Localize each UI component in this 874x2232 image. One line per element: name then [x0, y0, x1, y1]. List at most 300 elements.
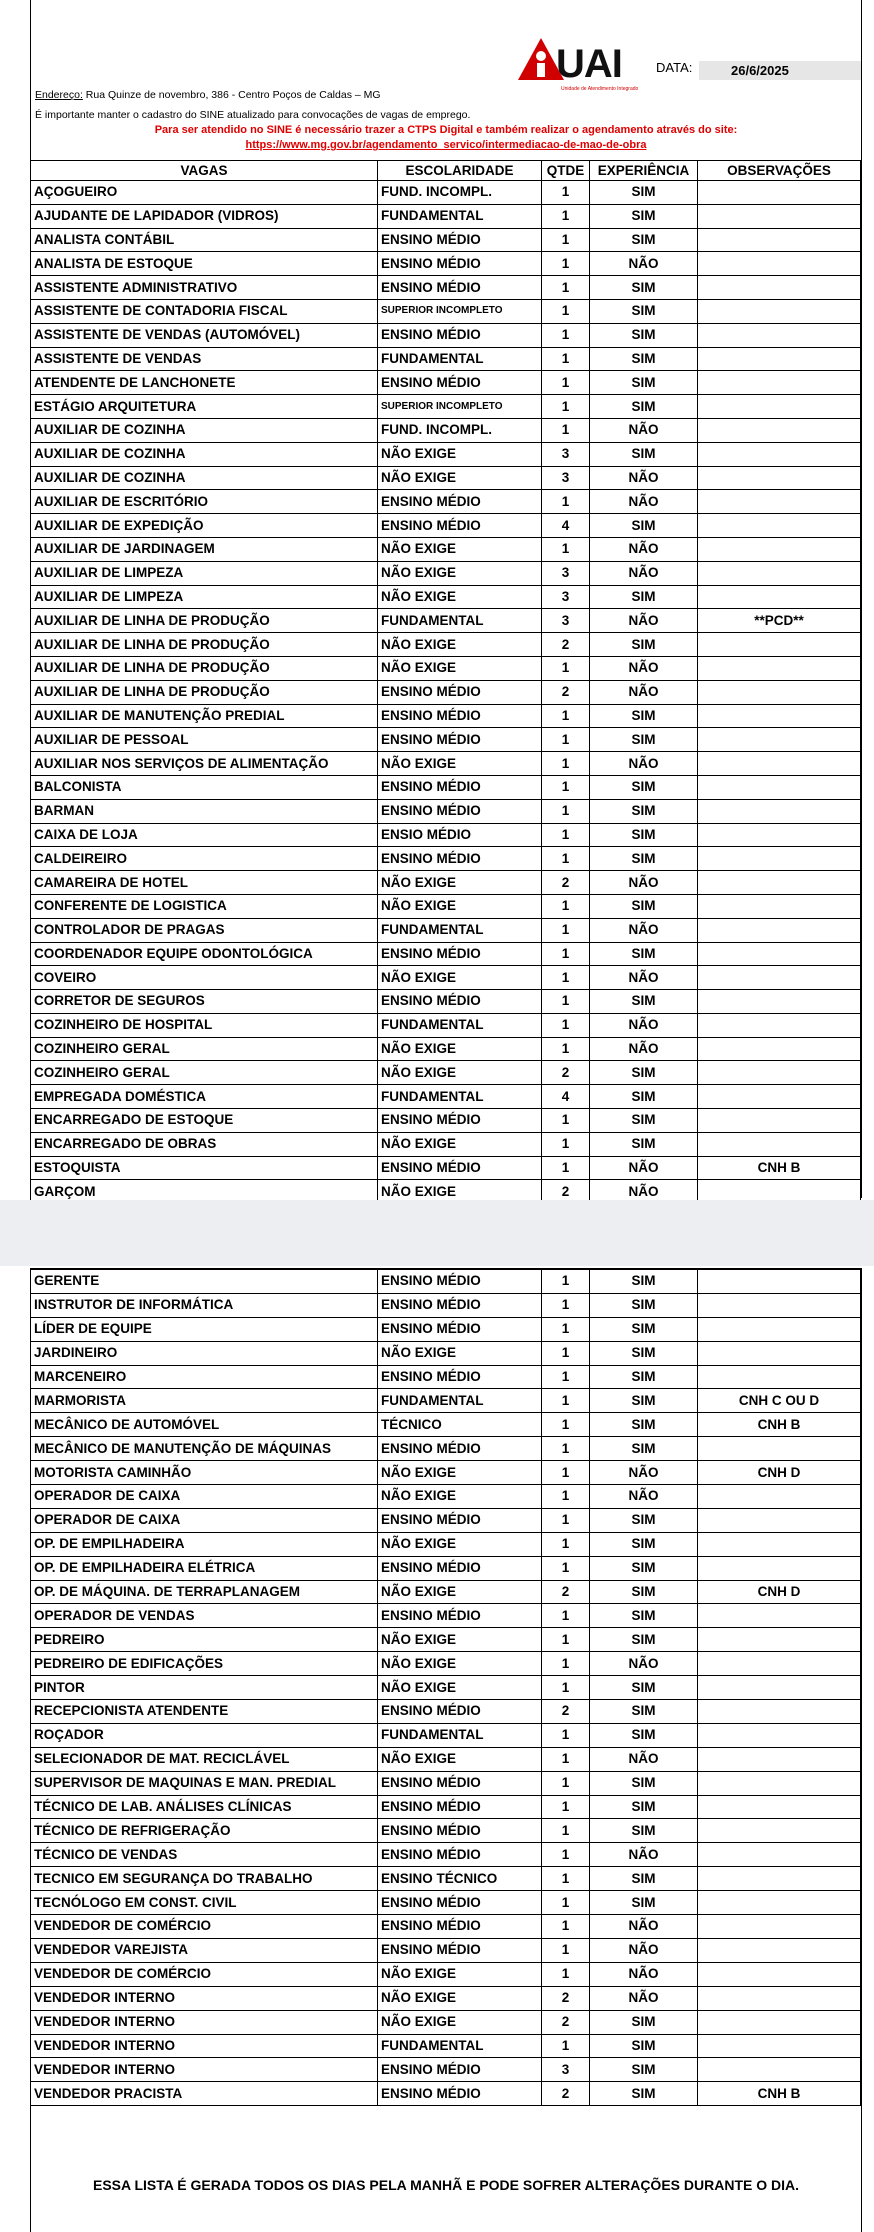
cell-experiencia: SIM: [590, 371, 698, 395]
cell-observacoes: [698, 1109, 861, 1133]
table-row: [31, 1413, 861, 1437]
cell-experiencia: NÃO: [590, 966, 698, 990]
cell-experiencia: SIM: [590, 2058, 698, 2082]
table-row: [31, 1915, 861, 1939]
cell-qtde: 1: [542, 775, 590, 799]
cell-vaga: AÇOGUEIRO: [31, 181, 378, 205]
table-row: [31, 395, 861, 419]
cell-escolaridade: ENSINO MÉDIO: [378, 775, 542, 799]
cell-experiencia: SIM: [590, 1132, 698, 1156]
cell-vaga: ROÇADOR: [31, 1723, 378, 1747]
cell-qtde: 1: [542, 1676, 590, 1700]
cell-observacoes: [698, 181, 861, 205]
page-separator: [0, 1200, 874, 1266]
cell-escolaridade: ENSINO MÉDIO: [378, 1771, 542, 1795]
cell-experiencia: NÃO: [590, 680, 698, 704]
cell-qtde: 1: [542, 395, 590, 419]
cell-escolaridade: NÃO EXIGE: [378, 442, 542, 466]
table-row: [31, 1771, 861, 1795]
cell-qtde: 2: [542, 1986, 590, 2010]
cell-observacoes: [698, 252, 861, 276]
table-row: [31, 942, 861, 966]
cell-observacoes: CNH B: [698, 2082, 861, 2106]
cell-vaga: CAIXA DE LOJA: [31, 823, 378, 847]
table-row: [31, 656, 861, 680]
table-row: [31, 2010, 861, 2034]
cell-observacoes: [698, 1132, 861, 1156]
cell-observacoes: [698, 1867, 861, 1891]
cell-vaga: ENCARREGADO DE ESTOQUE: [31, 1109, 378, 1133]
cell-qtde: 1: [542, 1938, 590, 1962]
cell-observacoes: [698, 871, 861, 895]
cell-observacoes: [698, 1771, 861, 1795]
cell-vaga: BARMAN: [31, 799, 378, 823]
cell-vaga: AUXILIAR DE ESCRITÓRIO: [31, 490, 378, 514]
cell-vaga: VENDEDOR PRACISTA: [31, 2082, 378, 2106]
cell-escolaridade: NÃO EXIGE: [378, 1180, 542, 1204]
cell-experiencia: NÃO: [590, 752, 698, 776]
cell-experiencia: NÃO: [590, 561, 698, 585]
table-row: [31, 775, 861, 799]
cell-observacoes: [698, 1013, 861, 1037]
cell-vaga: TECNICO EM SEGURANÇA DO TRABALHO: [31, 1867, 378, 1891]
cell-observacoes: [698, 1365, 861, 1389]
cell-observacoes: [698, 371, 861, 395]
table-row: [31, 1747, 861, 1771]
cell-escolaridade: ENSINO MÉDIO: [378, 1508, 542, 1532]
cell-qtde: 2: [542, 871, 590, 895]
vagas-table-page-1: [30, 160, 861, 1204]
col-header-experiencia: EXPERIÊNCIA: [590, 161, 698, 181]
cell-escolaridade: FUNDAMENTAL: [378, 204, 542, 228]
cell-observacoes: [698, 490, 861, 514]
cell-vaga: VENDEDOR INTERNO: [31, 2034, 378, 2058]
cell-escolaridade: ENSINO MÉDIO: [378, 1365, 542, 1389]
cell-escolaridade: FUNDAMENTAL: [378, 918, 542, 942]
cell-experiencia: SIM: [590, 1109, 698, 1133]
cell-observacoes: [698, 1604, 861, 1628]
cell-vaga: ASSISTENTE DE CONTADORIA FISCAL: [31, 299, 378, 323]
cell-experiencia: SIM: [590, 1317, 698, 1341]
cell-experiencia: NÃO: [590, 1037, 698, 1061]
cell-qtde: 1: [542, 1341, 590, 1365]
table-row: [31, 966, 861, 990]
cell-experiencia: SIM: [590, 1437, 698, 1461]
cell-escolaridade: ENSINO MÉDIO: [378, 990, 542, 1014]
cell-experiencia: NÃO: [590, 656, 698, 680]
cell-vaga: AUXILIAR DE LINHA DE PRODUÇÃO: [31, 609, 378, 633]
cell-qtde: 1: [542, 1795, 590, 1819]
cell-vaga: COZINHEIRO DE HOSPITAL: [31, 1013, 378, 1037]
cell-experiencia: SIM: [590, 1819, 698, 1843]
cell-observacoes: [698, 799, 861, 823]
cell-observacoes: [698, 847, 861, 871]
cell-experiencia: SIM: [590, 1061, 698, 1085]
cell-observacoes: CNH D: [698, 1580, 861, 1604]
cell-vaga: JARDINEIRO: [31, 1341, 378, 1365]
cell-escolaridade: NÃO EXIGE: [378, 1061, 542, 1085]
table-row: [31, 1485, 861, 1509]
cell-escolaridade: NÃO EXIGE: [378, 1485, 542, 1509]
cell-vaga: CONTROLADOR DE PRAGAS: [31, 918, 378, 942]
cell-observacoes: [698, 1085, 861, 1109]
cell-escolaridade: ENSINO MÉDIO: [378, 1270, 542, 1294]
cell-experiencia: SIM: [590, 1795, 698, 1819]
cell-observacoes: [698, 728, 861, 752]
cell-experiencia: SIM: [590, 514, 698, 538]
table-row: [31, 2034, 861, 2058]
cell-qtde: 3: [542, 466, 590, 490]
table-row: [31, 537, 861, 561]
table-row: [31, 1293, 861, 1317]
cell-escolaridade: ENSINO MÉDIO: [378, 1556, 542, 1580]
cell-escolaridade: NÃO EXIGE: [378, 1652, 542, 1676]
cell-escolaridade: NÃO EXIGE: [378, 537, 542, 561]
logo-text: UAI: [556, 42, 622, 86]
cell-observacoes: [698, 680, 861, 704]
cell-vaga: VENDEDOR DE COMÉRCIO: [31, 1962, 378, 1986]
cell-observacoes: [698, 752, 861, 776]
agendamento-link[interactable]: https://www.mg.gov.br/agendamento_servico/intermediacao-de-mao-de-obra: [245, 139, 647, 151]
cell-escolaridade: ENSINO MÉDIO: [378, 942, 542, 966]
cell-observacoes: [698, 656, 861, 680]
cell-qtde: 1: [542, 799, 590, 823]
cell-qtde: 4: [542, 514, 590, 538]
cell-escolaridade: ENSINO MÉDIO: [378, 1437, 542, 1461]
cell-experiencia: NÃO: [590, 1485, 698, 1509]
table-row: [31, 1819, 861, 1843]
cell-escolaridade: NÃO EXIGE: [378, 2010, 542, 2034]
cell-qtde: 1: [542, 1771, 590, 1795]
cell-escolaridade: NÃO EXIGE: [378, 466, 542, 490]
cell-experiencia: SIM: [590, 633, 698, 657]
cell-vaga: AUXILIAR DE PESSOAL: [31, 728, 378, 752]
table-row: [31, 609, 861, 633]
cell-escolaridade: TÉCNICO: [378, 1413, 542, 1437]
cell-observacoes: [698, 323, 861, 347]
cell-qtde: 1: [542, 1109, 590, 1133]
cell-vaga: AUXILIAR DE COZINHA: [31, 466, 378, 490]
cell-experiencia: SIM: [590, 181, 698, 205]
cell-qtde: 1: [542, 1915, 590, 1939]
cell-vaga: VENDEDOR INTERNO: [31, 1986, 378, 2010]
table-row: [31, 1508, 861, 1532]
cell-vaga: ANALISTA DE ESTOQUE: [31, 252, 378, 276]
table-row: [31, 1723, 861, 1747]
cell-experiencia: SIM: [590, 1771, 698, 1795]
cell-qtde: 1: [542, 1037, 590, 1061]
table-row: [31, 728, 861, 752]
uai-logo: [516, 36, 656, 94]
cell-vaga: ASSISTENTE DE VENDAS (AUTOMÓVEL): [31, 323, 378, 347]
cell-escolaridade: ENSINO MÉDIO: [378, 1915, 542, 1939]
cell-escolaridade: NÃO EXIGE: [378, 871, 542, 895]
table-header-row: [31, 161, 861, 181]
cell-qtde: 2: [542, 633, 590, 657]
cell-observacoes: [698, 1938, 861, 1962]
cell-qtde: 1: [542, 181, 590, 205]
cell-qtde: 3: [542, 561, 590, 585]
cell-qtde: 3: [542, 609, 590, 633]
cell-vaga: PEDREIRO: [31, 1628, 378, 1652]
cell-experiencia: SIM: [590, 1867, 698, 1891]
cell-experiencia: SIM: [590, 728, 698, 752]
cell-experiencia: SIM: [590, 2034, 698, 2058]
cell-experiencia: NÃO: [590, 466, 698, 490]
cell-qtde: 1: [542, 990, 590, 1014]
table-row: [31, 2082, 861, 2106]
cell-qtde: 1: [542, 347, 590, 371]
cell-vaga: OP. DE EMPILHADEIRA ELÉTRICA: [31, 1556, 378, 1580]
cell-experiencia: NÃO: [590, 918, 698, 942]
cell-escolaridade: NÃO EXIGE: [378, 633, 542, 657]
cell-vaga: MECÂNICO DE MANUTENÇÃO DE MÁQUINAS: [31, 1437, 378, 1461]
cell-escolaridade: ENSINO MÉDIO: [378, 514, 542, 538]
cell-qtde: 2: [542, 2082, 590, 2106]
cell-escolaridade: ENSINO MÉDIO: [378, 1604, 542, 1628]
cell-escolaridade: ENSINO MÉDIO: [378, 323, 542, 347]
cell-escolaridade: FUND. INCOMPL.: [378, 418, 542, 442]
cell-experiencia: NÃO: [590, 418, 698, 442]
cell-observacoes: [698, 514, 861, 538]
table-row: [31, 752, 861, 776]
cell-vaga: PEDREIRO DE EDIFICAÇÕES: [31, 1652, 378, 1676]
cell-experiencia: SIM: [590, 1580, 698, 1604]
cell-vaga: CALDEIREIRO: [31, 847, 378, 871]
table-row: [31, 871, 861, 895]
cell-escolaridade: ENSINO MÉDIO: [378, 276, 542, 300]
cell-vaga: OPERADOR DE CAIXA: [31, 1508, 378, 1532]
address-label: Endereço:: [35, 89, 83, 101]
cell-qtde: 1: [542, 276, 590, 300]
cell-experiencia: SIM: [590, 942, 698, 966]
cell-vaga: ANALISTA CONTÁBIL: [31, 228, 378, 252]
cell-experiencia: SIM: [590, 823, 698, 847]
cell-escolaridade: NÃO EXIGE: [378, 1532, 542, 1556]
table-row: [31, 1700, 861, 1724]
cell-vaga: ESTÁGIO ARQUITETURA: [31, 395, 378, 419]
cell-escolaridade: NÃO EXIGE: [378, 1747, 542, 1771]
cell-vaga: TÉCNICO DE REFRIGERAÇÃO: [31, 1819, 378, 1843]
cell-qtde: 1: [542, 490, 590, 514]
cell-vaga: SELECIONADOR DE MAT. RECICLÁVEL: [31, 1747, 378, 1771]
cell-experiencia: SIM: [590, 1270, 698, 1294]
cell-escolaridade: NÃO EXIGE: [378, 1628, 542, 1652]
cell-experiencia: NÃO: [590, 871, 698, 895]
logo-subtext: Unidade de Atendimento Integrado: [561, 86, 639, 92]
cell-vaga: TÉCNICO DE VENDAS: [31, 1843, 378, 1867]
cell-experiencia: SIM: [590, 2082, 698, 2106]
cell-qtde: 1: [542, 704, 590, 728]
cell-qtde: 1: [542, 656, 590, 680]
cell-vaga: AUXILIAR DE LINHA DE PRODUÇÃO: [31, 680, 378, 704]
cell-observacoes: [698, 1723, 861, 1747]
cell-observacoes: [698, 1317, 861, 1341]
cell-escolaridade: NÃO EXIGE: [378, 752, 542, 776]
cell-escolaridade: ENSINO MÉDIO: [378, 1795, 542, 1819]
cell-qtde: 2: [542, 1580, 590, 1604]
table-row: [31, 1556, 861, 1580]
table-row: [31, 799, 861, 823]
cell-vaga: ASSISTENTE DE VENDAS: [31, 347, 378, 371]
cell-observacoes: [698, 2034, 861, 2058]
cell-observacoes: [698, 823, 861, 847]
cell-qtde: 1: [542, 1293, 590, 1317]
cell-vaga: COORDENADOR EQUIPE ODONTOLÓGICA: [31, 942, 378, 966]
cell-qtde: 1: [542, 1317, 590, 1341]
cell-vaga: ENCARREGADO DE OBRAS: [31, 1132, 378, 1156]
table-row: [31, 1628, 861, 1652]
cell-observacoes: [698, 633, 861, 657]
cell-observacoes: CNH C OU D: [698, 1389, 861, 1413]
cell-escolaridade: ENSINO MÉDIO: [378, 1293, 542, 1317]
table-row: [31, 2058, 861, 2082]
cell-escolaridade: FUND. INCOMPL.: [378, 181, 542, 205]
cell-qtde: 1: [542, 966, 590, 990]
cell-observacoes: CNH D: [698, 1461, 861, 1485]
table-row: [31, 347, 861, 371]
cell-observacoes: [698, 704, 861, 728]
cell-escolaridade: NÃO EXIGE: [378, 1580, 542, 1604]
cell-vaga: SUPERVISOR DE MAQUINAS E MAN. PREDIAL: [31, 1771, 378, 1795]
table-row: [31, 1085, 861, 1109]
cell-vaga: VENDEDOR INTERNO: [31, 2010, 378, 2034]
cell-observacoes: [698, 1652, 861, 1676]
table-row: [31, 323, 861, 347]
cell-observacoes: [698, 395, 861, 419]
cell-vaga: AUXILIAR NOS SERVIÇOS DE ALIMENTAÇÃO: [31, 752, 378, 776]
cell-observacoes: [698, 466, 861, 490]
cell-qtde: 1: [542, 1652, 590, 1676]
cell-qtde: 1: [542, 1270, 590, 1294]
cell-vaga: AUXILIAR DE EXPEDIÇÃO: [31, 514, 378, 538]
cell-escolaridade: ENSINO MÉDIO: [378, 490, 542, 514]
table-row: [31, 466, 861, 490]
cell-experiencia: SIM: [590, 1413, 698, 1437]
cell-qtde: 1: [542, 1532, 590, 1556]
cell-experiencia: SIM: [590, 847, 698, 871]
cell-escolaridade: FUNDAMENTAL: [378, 609, 542, 633]
table-row: [31, 1270, 861, 1294]
cell-qtde: 1: [542, 418, 590, 442]
cell-vaga: LÍDER DE EQUIPE: [31, 1317, 378, 1341]
cell-vaga: PINTOR: [31, 1676, 378, 1700]
cell-qtde: 1: [542, 371, 590, 395]
table-row: [31, 1156, 861, 1180]
cell-experiencia: SIM: [590, 228, 698, 252]
cell-vaga: VENDEDOR INTERNO: [31, 2058, 378, 2082]
cell-experiencia: SIM: [590, 323, 698, 347]
cell-experiencia: NÃO: [590, 1652, 698, 1676]
cell-qtde: 1: [542, 1132, 590, 1156]
table-row: [31, 1109, 861, 1133]
cell-escolaridade: ENSINO MÉDIO: [378, 1843, 542, 1867]
table-row: [31, 1061, 861, 1085]
table-row: [31, 561, 861, 585]
cell-vaga: OPERADOR DE CAIXA: [31, 1485, 378, 1509]
cell-qtde: 1: [542, 752, 590, 776]
cell-observacoes: [698, 1986, 861, 2010]
table-row: [31, 680, 861, 704]
cell-observacoes: [698, 966, 861, 990]
table-row: [31, 1652, 861, 1676]
cell-escolaridade: FUNDAMENTAL: [378, 1389, 542, 1413]
cell-qtde: 1: [542, 1013, 590, 1037]
cell-observacoes: [698, 1293, 861, 1317]
cell-vaga: ASSISTENTE ADMINISTRATIVO: [31, 276, 378, 300]
cell-vaga: COVEIRO: [31, 966, 378, 990]
cell-experiencia: NÃO: [590, 490, 698, 514]
cell-vaga: COZINHEIRO GERAL: [31, 1037, 378, 1061]
cell-observacoes: **PCD**: [698, 609, 861, 633]
table-row: [31, 1843, 861, 1867]
table-row: [31, 1580, 861, 1604]
cell-qtde: 2: [542, 1700, 590, 1724]
cell-vaga: AUXILIAR DE LINHA DE PRODUÇÃO: [31, 656, 378, 680]
cell-escolaridade: FUNDAMENTAL: [378, 2034, 542, 2058]
cell-escolaridade: SUPERIOR INCOMPLETO: [378, 395, 542, 419]
cell-qtde: 1: [542, 1437, 590, 1461]
cell-experiencia: NÃO: [590, 1915, 698, 1939]
cell-qtde: 1: [542, 728, 590, 752]
table-row: [31, 633, 861, 657]
cell-vaga: GARÇOM: [31, 1180, 378, 1204]
table-row: [31, 1132, 861, 1156]
cell-observacoes: [698, 204, 861, 228]
cell-vaga: MECÂNICO DE AUTOMÓVEL: [31, 1413, 378, 1437]
cell-vaga: ESTOQUISTA: [31, 1156, 378, 1180]
cell-observacoes: [698, 1843, 861, 1867]
cell-experiencia: NÃO: [590, 1747, 698, 1771]
cell-escolaridade: ENSINO MÉDIO: [378, 1819, 542, 1843]
cell-observacoes: [698, 894, 861, 918]
table-row: [31, 1867, 861, 1891]
cell-vaga: INSTRUTOR DE INFORMÁTICA: [31, 1293, 378, 1317]
cell-qtde: 1: [542, 1556, 590, 1580]
col-header-qtde: QTDE: [542, 161, 590, 181]
cell-qtde: 4: [542, 1085, 590, 1109]
important-note: É importante manter o cadastro do SINE atualizado para convocações de vagas de emprego.: [35, 109, 471, 121]
cell-experiencia: SIM: [590, 799, 698, 823]
table-row: [31, 918, 861, 942]
cell-experiencia: SIM: [590, 704, 698, 728]
cell-vaga: COZINHEIRO GERAL: [31, 1061, 378, 1085]
cell-qtde: 1: [542, 252, 590, 276]
cell-experiencia: NÃO: [590, 1180, 698, 1204]
cell-experiencia: SIM: [590, 775, 698, 799]
cell-observacoes: [698, 228, 861, 252]
cell-experiencia: NÃO: [590, 1938, 698, 1962]
cell-escolaridade: ENSINO MÉDIO: [378, 1109, 542, 1133]
table-row: [31, 1037, 861, 1061]
table-row: [31, 1341, 861, 1365]
cell-escolaridade: FUNDAMENTAL: [378, 347, 542, 371]
cell-vaga: VENDEDOR DE COMÉRCIO: [31, 1915, 378, 1939]
cell-qtde: 1: [542, 1628, 590, 1652]
cell-vaga: AJUDANTE DE LAPIDADOR (VIDROS): [31, 204, 378, 228]
table-row: [31, 990, 861, 1014]
cell-escolaridade: ENSINO MÉDIO: [378, 228, 542, 252]
cell-qtde: 1: [542, 299, 590, 323]
table-row: [31, 1013, 861, 1037]
cell-qtde: 1: [542, 1389, 590, 1413]
cell-escolaridade: ENSINO MÉDIO: [378, 847, 542, 871]
cell-escolaridade: NÃO EXIGE: [378, 1962, 542, 1986]
cell-vaga: AUXILIAR DE COZINHA: [31, 418, 378, 442]
cell-experiencia: SIM: [590, 1628, 698, 1652]
cell-vaga: RECEPCIONISTA ATENDENTE: [31, 1700, 378, 1724]
cell-qtde: 1: [542, 1485, 590, 1509]
